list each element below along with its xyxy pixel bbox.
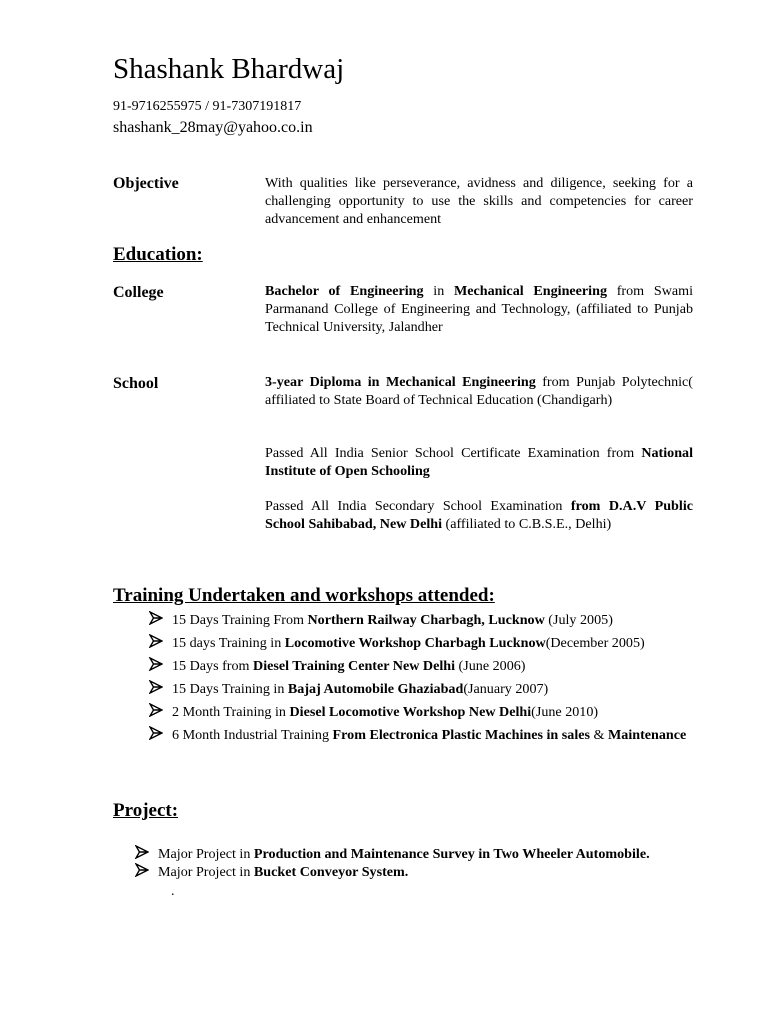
- school-part: Passed All India Secondary School Examination: [265, 498, 571, 514]
- college-label: College: [113, 284, 164, 301]
- arrow-bullet-icon: [149, 726, 163, 740]
- training-item: [172, 726, 712, 744]
- arrow-bullet-icon: [135, 863, 149, 877]
- arrow-bullet-icon: [149, 634, 163, 648]
- training-item-part: Locomotive Workshop Charbagh Lucknow: [284, 635, 546, 651]
- training-heading: Training Undertaken and workshops attended:: [113, 585, 495, 606]
- project-list: [158, 845, 718, 881]
- training-item-part: 15 days Training in: [172, 635, 285, 651]
- college-part: from Swami Parmanand College of Engineering and Technology, (affiliated to Punjab Technical University, Jalandher: [265, 283, 693, 335]
- project-item-part: Major Project in: [158, 846, 254, 862]
- training-item-part: (June 2010): [531, 704, 599, 720]
- training-item-part: 15 Days from: [172, 658, 254, 674]
- candidate-name: Shashank Bhardwaj: [113, 53, 345, 85]
- school-part: National Institute of Open Schooling: [265, 445, 693, 479]
- arrow-bullet-icon: [149, 657, 163, 671]
- objective-label: Objective: [113, 175, 179, 192]
- college-part: Mechanical Engineering: [453, 283, 607, 299]
- arrow-bullet-icon: [149, 680, 163, 694]
- project-item: [158, 845, 718, 863]
- arrow-bullet-icon: [135, 845, 149, 859]
- training-item-part: (January 2007): [463, 681, 549, 697]
- college-part: in: [423, 283, 454, 299]
- trailing-mark: .: [171, 884, 175, 899]
- college-text: [265, 282, 693, 336]
- school-part: (affiliated to C.B.S.E., Delhi): [442, 516, 612, 532]
- training-item-part: 2 Month Training in: [172, 704, 290, 720]
- phone-numbers: 91-9716255975 / 91-7307191817: [113, 99, 302, 114]
- training-item: [172, 634, 712, 652]
- training-item-part: 15 Days Training in: [172, 681, 288, 697]
- training-item-part: &: [589, 727, 608, 743]
- training-list: [172, 611, 712, 744]
- project-item-part: Major Project in: [158, 864, 254, 880]
- objective-text: With qualities like perseverance, avidness and diligence, seeking for a challenging opportunity to use the skills and competencies for career advancement and enhancement: [265, 175, 693, 227]
- training-item: [172, 703, 712, 721]
- training-item-part: Northern Railway Charbagh, Lucknow: [307, 612, 545, 628]
- project-item-part: Bucket Conveyor System.: [253, 864, 409, 880]
- school-entry-senior-secondary: [265, 444, 693, 480]
- education-heading: Education:: [113, 244, 203, 265]
- training-item-part: Bajaj Automobile Ghaziabad: [287, 681, 464, 697]
- school-part: Passed All India Senior School Certificate Examination from: [265, 445, 642, 461]
- training-item: [172, 657, 712, 675]
- training-item-part: Diesel Training Center New Delhi: [253, 658, 456, 674]
- training-item: [172, 680, 712, 698]
- training-item-part: 15 Days Training From: [172, 612, 308, 628]
- training-item-part: (December 2005): [545, 635, 645, 651]
- training-item-part: From Electronica Plastic Machines in sales: [332, 727, 590, 743]
- training-item-part: Maintenance: [608, 727, 687, 743]
- school-part: from Punjab Polytechnic( affiliated to State Board of Technical Education (Chandigarh): [265, 374, 693, 408]
- college-part: Bachelor of Engineering: [265, 283, 424, 299]
- school-entry-secondary: [265, 497, 693, 533]
- training-item-part: (June 2006): [455, 658, 526, 674]
- training-item-part: 6 Month Industrial Training: [172, 727, 333, 743]
- school-entry-diploma: [265, 373, 693, 409]
- training-item-part: Diesel Locomotive Workshop New Delhi: [289, 704, 532, 720]
- arrow-bullet-icon: [149, 611, 163, 625]
- school-part: from D.A.V Public School Sahibabad, New Delhi: [265, 498, 693, 532]
- project-heading: Project:: [113, 800, 179, 821]
- project-item: [158, 863, 718, 881]
- email-address: shashank_28may@yahoo.co.in: [113, 119, 313, 136]
- school-part: 3-year Diploma in Mechanical Engineering: [265, 374, 536, 390]
- project-item-part: Production and Maintenance Survey in Two Wheeler Automobile.: [253, 846, 650, 862]
- training-item-part: (July 2005): [544, 612, 613, 628]
- training-item: [172, 611, 712, 629]
- school-label: School: [113, 375, 159, 392]
- arrow-bullet-icon: [149, 703, 163, 717]
